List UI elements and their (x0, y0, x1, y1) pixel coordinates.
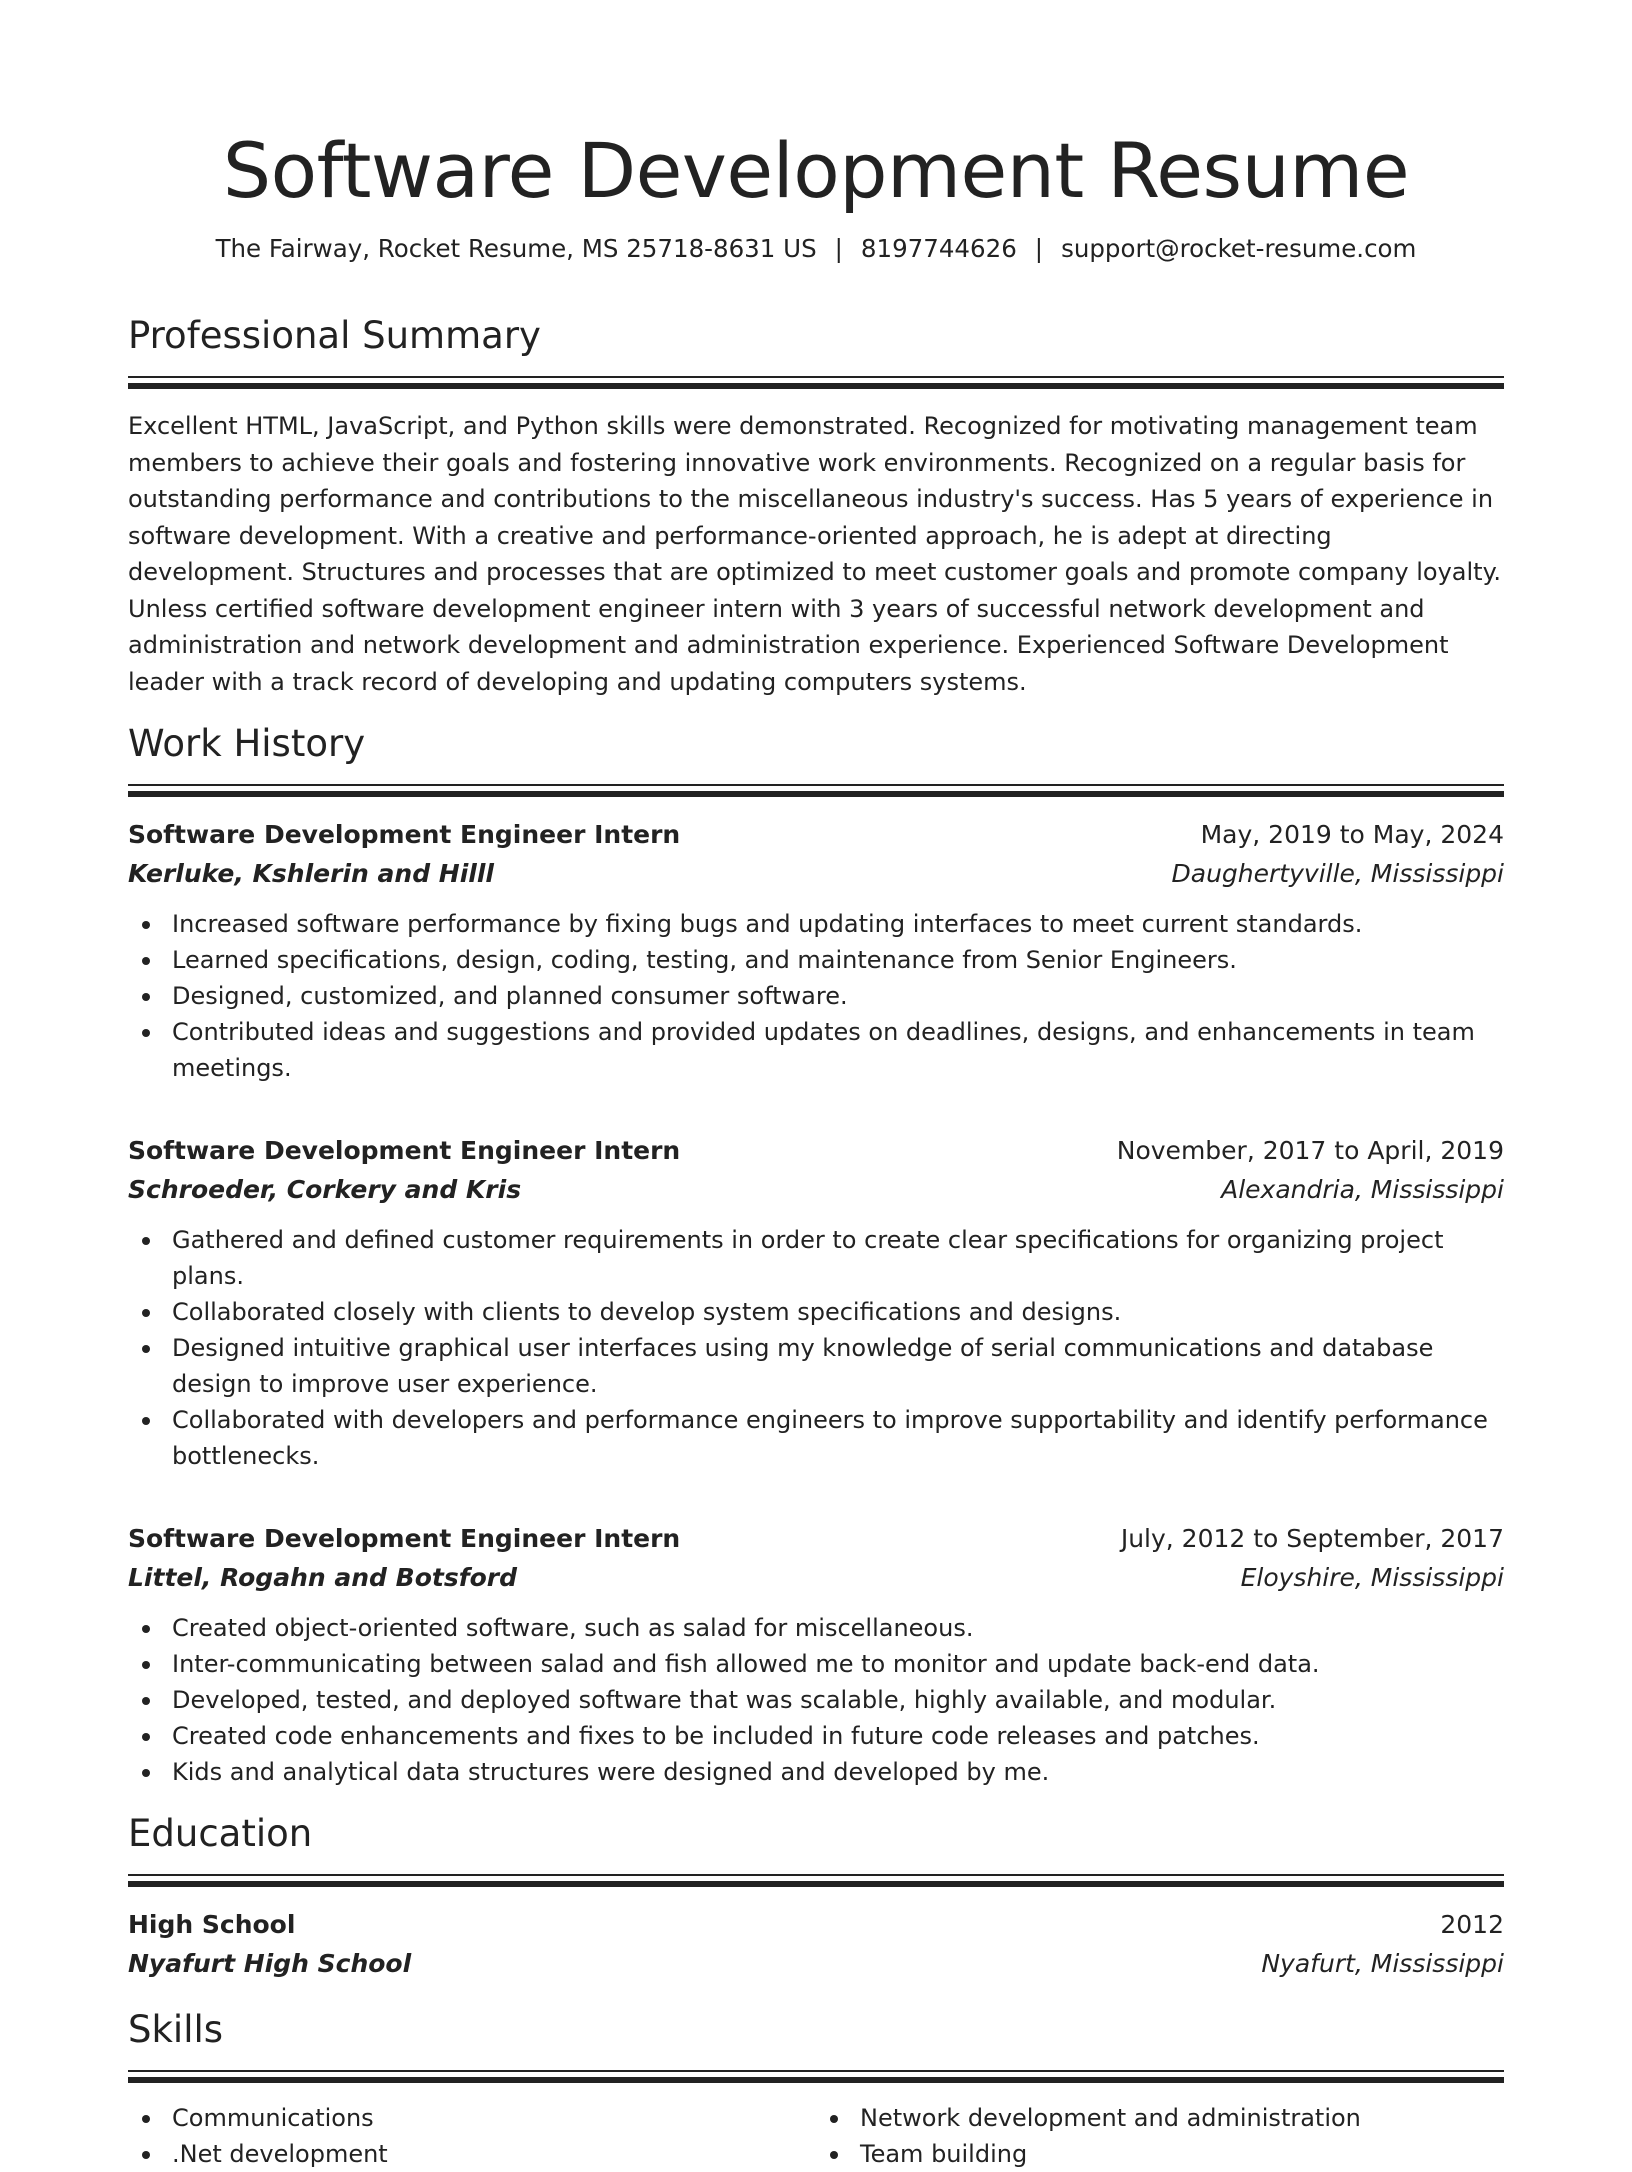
contact-separator: | (1034, 234, 1044, 263)
job-bullet: Increased software performance by fixing bugs and updating interfaces to meet current standards. (128, 906, 1504, 942)
job-company: Kerluke, Kshlerin and Hilll (128, 859, 494, 888)
job-bullet: Inter-communicating between salad and fish allowed me to monitor and update back-end data. (128, 1646, 1504, 1682)
contact-line (128, 232, 1504, 266)
job-dates: July, 2012 to September, 2017 (1120, 1524, 1504, 1553)
job-bullets (128, 1610, 1504, 1790)
job-title: Software Development Engineer Intern (128, 820, 681, 849)
job-bullet: Created object-oriented software, such as salad for miscellaneous. (128, 1610, 1504, 1646)
skills-column-right (816, 2100, 1504, 2172)
job-bullet: Developed, tested, and deployed software that was scalable, highly available, and modular. (128, 1682, 1504, 1718)
job-bullet: Created code enhancements and fixes to be included in future code releases and patches. (128, 1718, 1504, 1754)
summary-section (128, 312, 1504, 700)
contact-separator: | (834, 234, 843, 263)
section-divider (128, 1874, 1504, 1888)
job-entry (128, 1132, 1504, 1474)
skills-section (128, 2006, 1504, 2172)
work-history-section (128, 720, 1504, 1790)
skill-item: Team building (816, 2136, 1504, 2172)
skill-item: .Net development (128, 2136, 816, 2172)
job-bullet: Designed intuitive graphical user interfaces using my knowledge of serial communications and database design to improve user experience. (128, 1330, 1504, 1402)
job-bullet: Collaborated with developers and performance engineers to improve supportability and identify performance bottlenecks. (128, 1402, 1504, 1474)
contact-email: support@rocket-resume.com (1061, 234, 1417, 263)
job-dates: May, 2019 to May, 2024 (1200, 820, 1504, 849)
education-degree: High School (128, 1910, 296, 1939)
job-bullets (128, 1222, 1504, 1474)
job-entry (128, 816, 1504, 1086)
resume-page (128, 0, 1504, 2172)
section-heading-summary: Professional Summary (128, 314, 541, 357)
skill-item: Communications (128, 2100, 816, 2136)
summary-text: Excellent HTML, JavaScript, and Python skills were demonstrated. Recognized for motivating management team members to achieve their goals and fostering innovative work environments. Recognized on a regular basis for outstanding performance and contributions to the miscellaneous industry's success. Has 5 years of experience in software development. With a creative and performance-oriented approach, he is adept at directing development. Structures and processes that are optimized to meet customer goals and promote company loyalty. Unless certified software development engineer intern with 3 years of successful network development and administration and network development and administration experience. Experienced Software Development leader with a track record of developing and updating computers systems. (128, 412, 1501, 696)
job-bullet: Learned specifications, design, coding, testing, and maintenance from Senior Engineers. (128, 942, 1504, 978)
job-location: Alexandria, Mississippi (1221, 1175, 1504, 1204)
job-bullets (128, 906, 1504, 1086)
education-location: Nyafurt, Mississippi (1261, 1949, 1504, 1978)
job-entry (128, 1520, 1504, 1790)
skill-item: Network development and administration (816, 2100, 1504, 2136)
contact-phone: 8197744626 (860, 234, 1017, 263)
section-divider (128, 376, 1504, 390)
section-heading-work: Work History (128, 722, 366, 765)
contact-address: The Fairway, Rocket Resume, MS 25718-8631 US (215, 234, 817, 263)
resume-title: Software Development Resume (222, 126, 1410, 215)
job-title: Software Development Engineer Intern (128, 1136, 681, 1165)
job-bullet: Designed, customized, and planned consumer software. (128, 978, 1504, 1014)
section-divider (128, 784, 1504, 798)
skills-column-left (128, 2100, 816, 2172)
section-heading-education: Education (128, 1812, 313, 1855)
job-location: Eloyshire, Mississippi (1240, 1563, 1504, 1592)
job-bullet: Collaborated closely with clients to develop system specifications and designs. (128, 1294, 1504, 1330)
job-title: Software Development Engineer Intern (128, 1524, 681, 1553)
education-entry (128, 1906, 1504, 1984)
job-dates: November, 2017 to April, 2019 (1116, 1136, 1504, 1165)
job-bullet: Gathered and defined customer requirements in order to create clear specifications for organizing project plans. (128, 1222, 1504, 1294)
skills-columns (128, 2100, 1504, 2172)
job-bullet: Contributed ideas and suggestions and provided updates on deadlines, designs, and enhancements in team meetings. (128, 1014, 1504, 1086)
skills-list (816, 2100, 1504, 2172)
section-heading-skills: Skills (128, 2008, 224, 2051)
job-location: Daughertyville, Mississippi (1171, 859, 1504, 888)
job-company: Schroeder, Corkery and Kris (128, 1175, 522, 1204)
education-section (128, 1810, 1504, 1984)
skills-list (128, 2100, 816, 2172)
job-company: Littel, Rogahn and Botsford (128, 1563, 517, 1592)
section-divider (128, 2070, 1504, 2084)
education-year: 2012 (1440, 1910, 1504, 1939)
job-bullet: Kids and analytical data structures were designed and developed by me. (128, 1754, 1504, 1790)
education-school: Nyafurt High School (128, 1949, 412, 1978)
